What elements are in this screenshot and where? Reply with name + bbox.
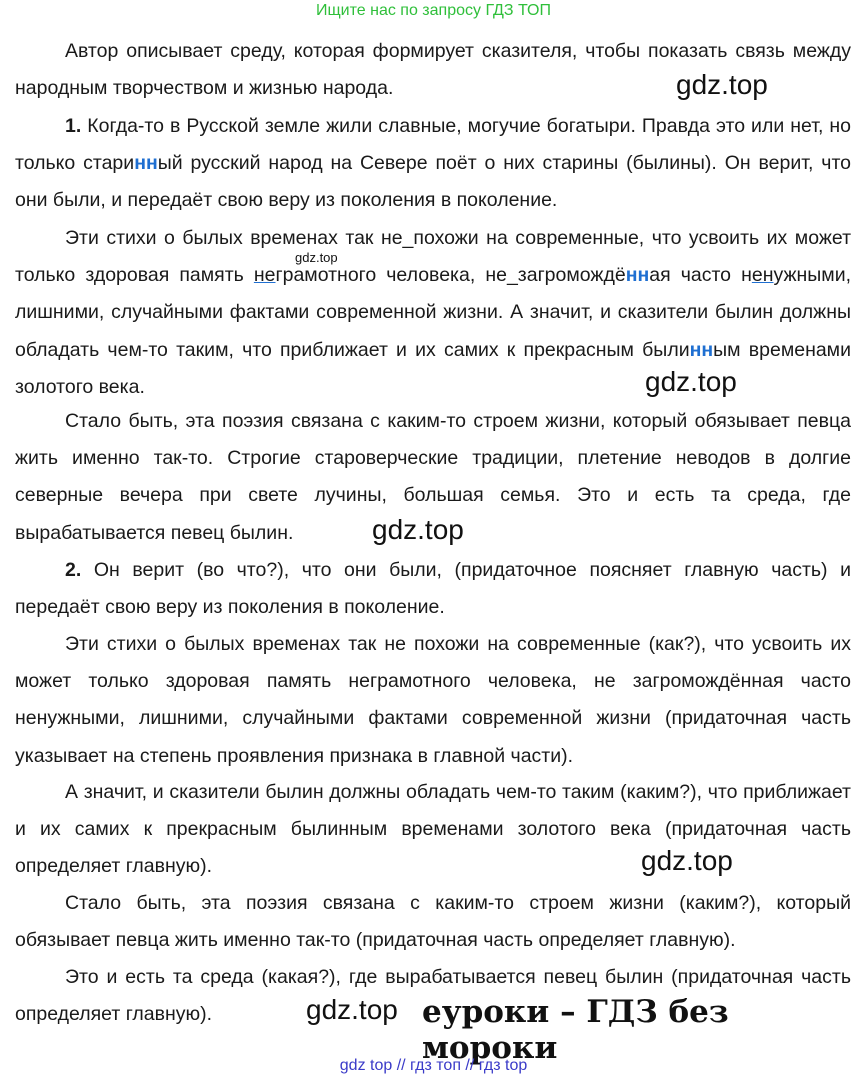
- section1-number: 1.: [65, 115, 82, 137]
- section1-p2-underline1: не: [253, 264, 276, 287]
- watermark-small: gdz.top: [295, 250, 338, 265]
- watermark: gdz.top: [676, 69, 768, 100]
- watermark: gdz.top: [641, 845, 733, 876]
- section1-p2-text-c: ая часто н: [649, 264, 752, 287]
- section1-p2-highlight1: нн: [625, 264, 650, 287]
- section2-paragraph4: Стало быть, эта поэзия связана с каким-то строем жизни (каким?), который обязывает певца жить именно так-то (придаточная часть определяет главную).: [15, 892, 851, 952]
- section1-paragraph1: [15, 108, 851, 220]
- section1-p1-highlight: нн: [134, 152, 158, 175]
- watermark: gdz.top: [645, 366, 737, 397]
- watermark: gdz.top: [372, 514, 464, 545]
- section1-p1-text-b: ый русский народ на Севере поёт о них старины (былины). Он верит, что они были, и передаёт свою веру из поколения в поколение.: [15, 152, 851, 212]
- section1-p1-text-a: Когда-то в Русской земле жили славные, могучие богатыри. Правда это или нет, но только стари: [15, 115, 851, 175]
- section1-p2-underline2: ен: [751, 264, 774, 287]
- section1-p2-text-d: ужными, лишними, случайными фактами современной жизни. А значит, и сказители былин должны обладать чем-то таким, что приближает и их самих к прекрасным были: [15, 264, 851, 361]
- watermark: gdz.top: [306, 994, 398, 1025]
- section1-paragraph3: Стало быть, эта поэзия связана с каким-то строем жизни, который обязывает певца жить именно так-то. Строгие староверческие традиции, плетение неводов в долгие северные вечера при свете лучины, большая семья. Это и есть та среда, где вырабатывается певец былин.: [15, 410, 851, 544]
- section2-paragraph1: [15, 552, 851, 626]
- section2-paragraph5: Это и есть та среда (какая?), где вырабатывается певец былин (придаточная часть определяет главную).: [15, 966, 851, 1026]
- section2-paragraph2: Эти стихи о былых временах так не похожи на современные (как?), что усвоить их может только здоровая память неграмотного человека, не загромождённая часто ненужными, лишними, случайными фактами современной жизни (придаточная часть указывает на степень проявления признака в главной части).: [15, 633, 851, 767]
- brand-logo-text: еуроки – ГДЗ без мороки: [422, 994, 729, 1066]
- section1-p2-text-e: ым временами золотого века.: [15, 338, 851, 398]
- intro-paragraph: Автор описывает среду, которая формирует сказителя, чтобы показать связь между народным творчеством и жизнью народа.: [15, 40, 851, 100]
- top-banner: Ищите нас по запросу ГДЗ ТОП: [316, 2, 551, 19]
- section2-number: 2.: [65, 559, 82, 581]
- section2-p1-text: Он верит (во что?), что они были, (придаточное поясняет главную часть) и передаёт свою веру из поколения в поколение.: [15, 559, 851, 619]
- section1-p2-highlight2: нн: [689, 338, 714, 361]
- section1-p2-text-a: Эти стихи о былых временах так не_похожи на современные, что усвоить их может только здоровая память: [15, 227, 851, 287]
- footer-links: gdz top // гдз топ // гдз top: [339, 1057, 528, 1074]
- section1-p2-text-b: грамотного человека, не_загромождё: [275, 264, 626, 287]
- section2-paragraph3: А значит, и сказители былин должны обладать чем-то таким (каким?), что приближает и их самих к прекрасным былинным временами золотого века (придаточная часть определяет главную).: [15, 781, 851, 878]
